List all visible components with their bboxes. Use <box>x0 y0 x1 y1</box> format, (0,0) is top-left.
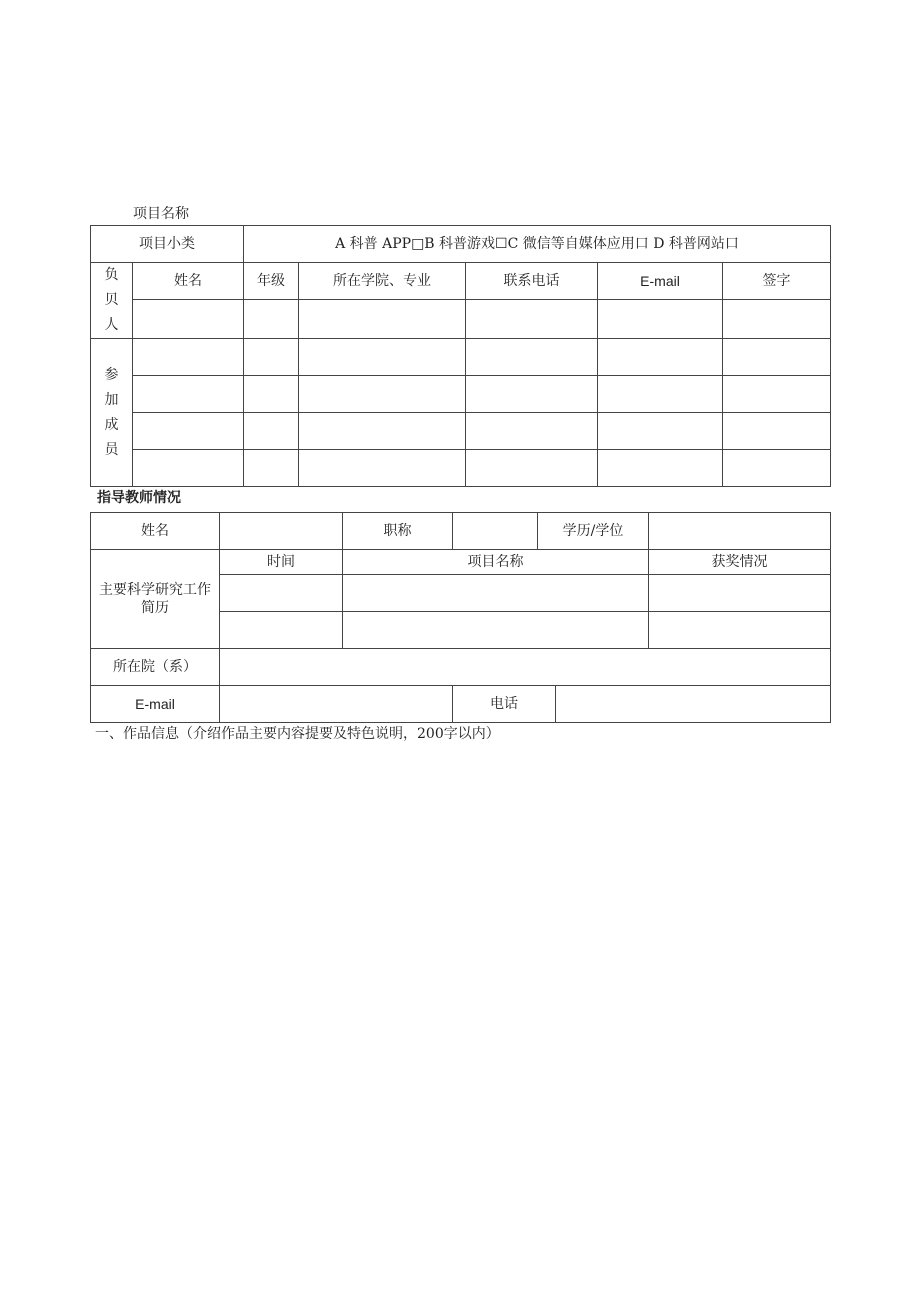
member-cell[interactable] <box>598 413 723 450</box>
member-cell[interactable] <box>466 376 598 413</box>
member-cell[interactable] <box>244 450 299 487</box>
research-history-label: 主要科学研究工作简历 <box>91 550 220 649</box>
work-info-label: 一、作品信息（介绍作品主要内容提要及特色说明，200字以内） <box>95 726 500 742</box>
member-cell[interactable] <box>133 450 244 487</box>
table-row <box>91 339 831 376</box>
member-cell[interactable] <box>598 339 723 376</box>
project-name-label: 项目名称 <box>133 206 189 222</box>
history-project-cell[interactable] <box>343 612 649 649</box>
project-subclass-label: 项目小类 <box>91 226 244 263</box>
leader-label: 负 贝 人 <box>91 263 133 339</box>
leader-name-cell[interactable] <box>133 300 244 339</box>
member-cell[interactable] <box>299 450 466 487</box>
history-awards-cell[interactable] <box>649 575 831 612</box>
member-cell[interactable] <box>598 376 723 413</box>
table-row <box>91 376 831 413</box>
history-awards-cell[interactable] <box>649 612 831 649</box>
member-cell[interactable] <box>133 376 244 413</box>
history-header-project: 项目名称 <box>343 550 649 575</box>
advisor-dept-cell[interactable] <box>220 649 831 686</box>
member-cell[interactable] <box>723 376 831 413</box>
advisor-email-label: E-mail <box>91 686 220 723</box>
advisor-phone-label: 电话 <box>453 686 556 723</box>
history-header-awards: 获奖情况 <box>649 550 831 575</box>
member-cell[interactable] <box>244 376 299 413</box>
leader-email-cell[interactable] <box>598 300 723 339</box>
history-time-cell[interactable] <box>220 612 343 649</box>
leader-phone-cell[interactable] <box>466 300 598 339</box>
member-cell[interactable] <box>723 413 831 450</box>
member-cell[interactable] <box>299 339 466 376</box>
advisor-name-label: 姓名 <box>91 513 220 550</box>
header-phone: 联系电话 <box>466 263 598 300</box>
member-cell[interactable] <box>299 413 466 450</box>
member-cell[interactable] <box>598 450 723 487</box>
member-cell[interactable] <box>723 339 831 376</box>
history-project-cell[interactable] <box>343 575 649 612</box>
member-cell[interactable] <box>133 339 244 376</box>
advisor-table <box>90 512 831 723</box>
member-cell[interactable] <box>466 450 598 487</box>
header-college-major: 所在学院、专业 <box>299 263 466 300</box>
table-row <box>91 450 831 487</box>
table-row <box>91 413 831 450</box>
member-cell[interactable] <box>466 413 598 450</box>
leader-grade-cell[interactable] <box>244 300 299 339</box>
advisor-name-cell[interactable] <box>220 513 343 550</box>
advisor-section-title: 指导教师情况 <box>97 490 181 506</box>
advisor-degree-cell[interactable] <box>649 513 831 550</box>
project-members-table <box>90 225 831 487</box>
advisor-degree-label: 学历/学位 <box>538 513 649 550</box>
advisor-email-cell[interactable] <box>220 686 453 723</box>
header-email: E-mail <box>598 263 723 300</box>
member-cell[interactable] <box>244 413 299 450</box>
history-header-time: 时间 <box>220 550 343 575</box>
member-cell[interactable] <box>299 376 466 413</box>
member-cell[interactable] <box>723 450 831 487</box>
leader-college-cell[interactable] <box>299 300 466 339</box>
table-row <box>91 300 831 339</box>
advisor-phone-cell[interactable] <box>556 686 831 723</box>
member-cell[interactable] <box>133 413 244 450</box>
leader-signature-cell[interactable] <box>723 300 831 339</box>
advisor-dept-label: 所在院（系） <box>91 649 220 686</box>
member-cell[interactable] <box>466 339 598 376</box>
header-signature: 签字 <box>723 263 831 300</box>
members-label: 参 加 成 员 <box>91 339 133 487</box>
project-subclass-options[interactable]: A 科普 APP□B 科普游戏☐C 微信等自媒体应用口 D 科普网站口 <box>244 226 831 263</box>
advisor-title-cell[interactable] <box>453 513 538 550</box>
member-cell[interactable] <box>244 339 299 376</box>
history-time-cell[interactable] <box>220 575 343 612</box>
header-name: 姓名 <box>133 263 244 300</box>
header-grade: 年级 <box>244 263 299 300</box>
advisor-title-label: 职称 <box>343 513 453 550</box>
